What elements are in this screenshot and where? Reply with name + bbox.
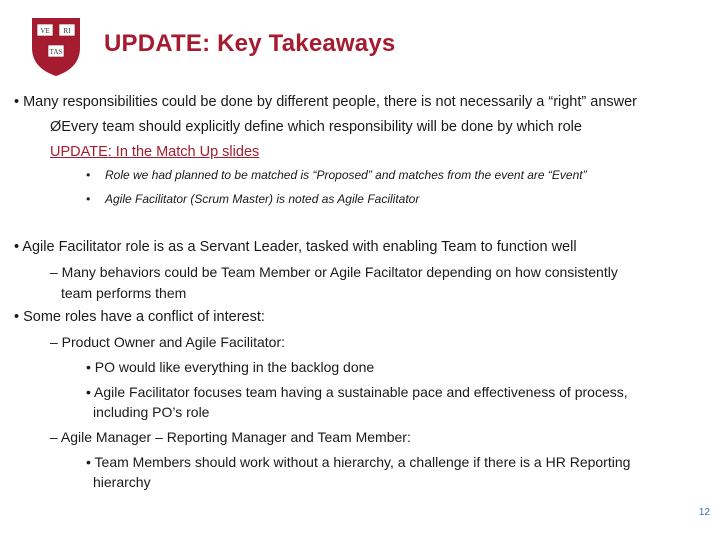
page-number: 12	[698, 507, 710, 518]
svg-text:VE: VE	[40, 27, 50, 35]
text-line: • Agile Facilitator focuses team having a sustainable pace and effectiveness of process,	[86, 384, 628, 400]
text-line: – Agile Manager – Reporting Manager and Team Member:	[50, 429, 411, 445]
text-line: ØEvery team should explicitly define which responsibility will be done by which role	[50, 119, 582, 135]
match-up-link[interactable]: UPDATE: In the Match Up slides	[50, 144, 260, 160]
harvard-shield-logo	[28, 14, 84, 78]
text-line: • PO would like everything in the backlog done	[86, 359, 375, 375]
text-line: Agile Facilitator (Scrum Master) is noted as Agile Facilitator	[105, 192, 420, 206]
text-line: hierarchy	[93, 474, 151, 490]
text-line: • Some roles have a conflict of interest:	[14, 309, 265, 325]
text-line: • Team Members should work without a hierarchy, a challenge if there is a HR Reporting	[86, 454, 631, 470]
svg-text:RI: RI	[63, 27, 71, 35]
svg-text:TAS: TAS	[49, 48, 63, 56]
text-line: • Many responsibilities could be done by different people, there is not necessarily a “right” answer	[14, 94, 638, 110]
text-line: – Product Owner and Agile Facilitator:	[50, 334, 286, 350]
bullet-marker: •	[86, 168, 91, 182]
bullet-marker: •	[86, 192, 91, 206]
text-line: • Agile Facilitator role is as a Servant Leader, tasked with enabling Team to function well	[14, 239, 577, 255]
text-line: team performs them	[61, 285, 187, 301]
slide-title: UPDATE: Key Takeaways	[104, 30, 396, 57]
text-line: – Many behaviors could be Team Member or Agile Faciltator depending on how consistently	[50, 264, 618, 280]
text-line: including PO’s role	[93, 404, 210, 420]
text-line: Role we had planned to be matched is “Proposed” and matches from the event are “Event”	[105, 168, 587, 182]
